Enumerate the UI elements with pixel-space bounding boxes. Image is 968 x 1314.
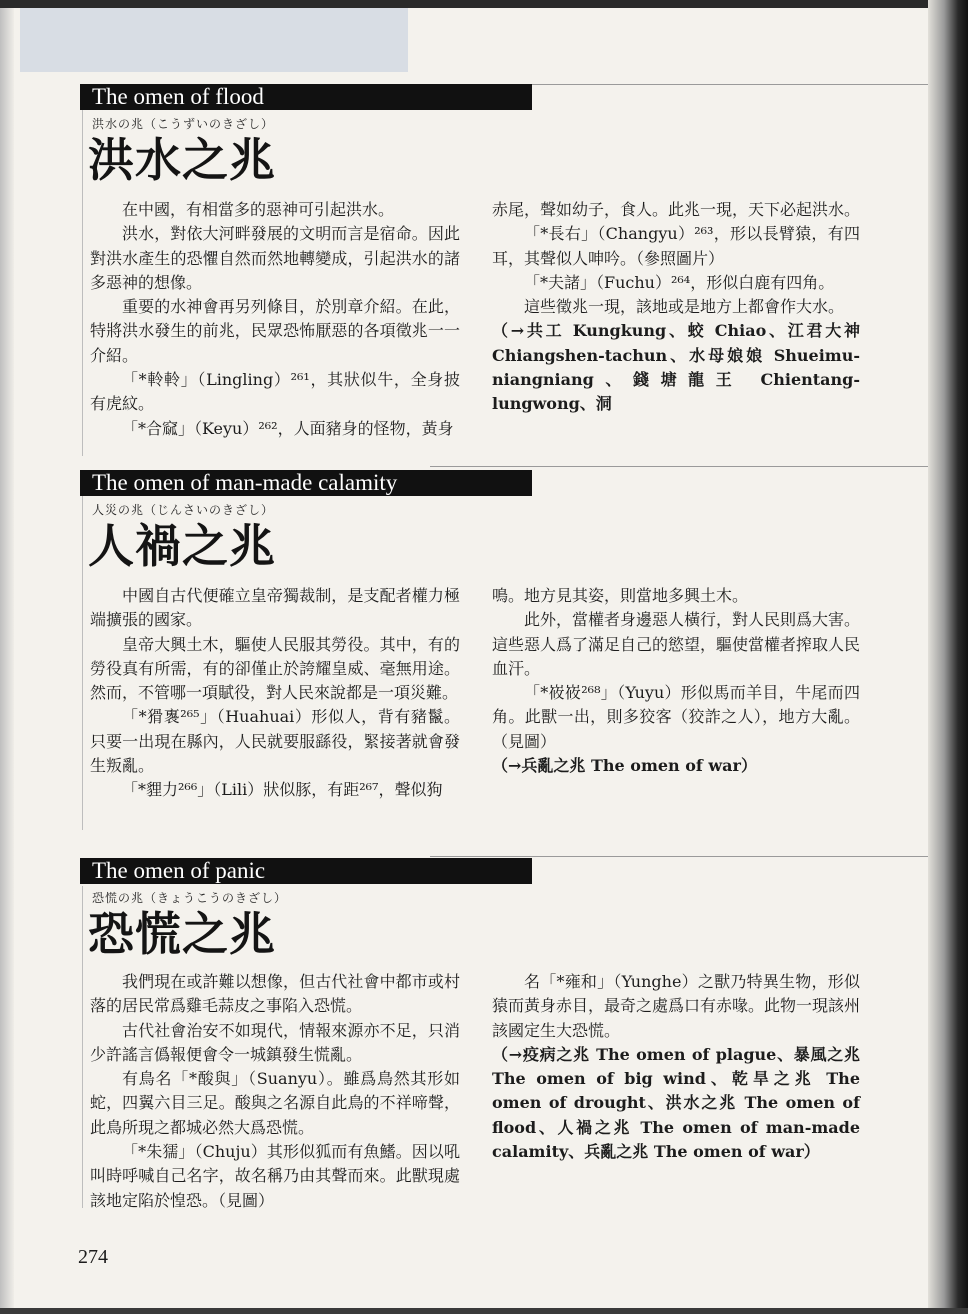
page-edge-shadow — [928, 0, 968, 1314]
section-title: 人禍之兆 — [88, 519, 276, 573]
section-title: 恐慌之兆 — [88, 907, 276, 961]
right-column — [492, 198, 860, 417]
left-column — [90, 970, 460, 1213]
header-rule — [430, 856, 928, 857]
paragraph: 洪水，對依大河畔發展的文明而言是宿命。因此對洪水產生的恐懼自然而然地轉變成，引起洪水的諸多惡神的想像。 — [90, 224, 460, 292]
paragraph: 在中國，有相當多的惡神可引起洪水。 — [122, 200, 395, 219]
paragraph: 「*夫諸」（Fuchu）²⁶⁴，形似白鹿有四角。 — [524, 272, 835, 292]
corner-shading — [20, 8, 408, 72]
paragraph: 赤尾，聲如幼子，食人。此兆一現，天下必起洪水。 — [492, 200, 861, 219]
paragraph: 皇帝大興土木，驅使人民服其勞役。其中，有的勞役真有所需，有的卻僅止於誇耀皇威、毫無用途。然而，不管哪一項賦役，對人民來說都是一項災難。 — [90, 634, 460, 703]
paragraph: 古代社會治安不如現代，情報來源亦不足，只消少許謠言僞報便會令一城鎮發生慌亂。 — [90, 1020, 460, 1064]
cross-reference: （→兵亂之兆 The omen of war） — [492, 756, 757, 776]
japanese-subtitle: 恐慌の兆（きょうこうのきざし） — [92, 891, 288, 905]
scan-bottom-edge — [0, 1308, 968, 1314]
left-column — [90, 584, 460, 803]
scan-top-edge — [0, 0, 968, 8]
paragraph: 「*合窳」（Keyu）²⁶²，人面豬身的怪物，黃身 — [122, 418, 454, 438]
section-title: 洪水之兆 — [88, 133, 276, 187]
paragraph: 有鳥名「*酸與」（Suanyu）。雖爲鳥然其形如蛇，四翼六目三足。酸與之名源自此鳥的不祥啼聲，此鳥所現之都城必然大爲恐慌。 — [90, 1069, 460, 1137]
margin-rule — [82, 496, 83, 830]
cross-reference: （→疫病之兆 The omen of plague、暴風之兆 The omen of big wind、乾旱之兆 The omen of drought、洪水之兆 The omen of flood、人禍之兆 The omen of man-made calamity、兵亂之兆 The omen of war） — [492, 1044, 860, 1162]
paragraph: 此外，當權者身邊惡人橫行，對人民則爲大害。這些惡人爲了滿足自己的慾望，驅使當權者搾取人民血汗。 — [492, 610, 861, 678]
paragraph: 這些徵兆一現，該地或是地方上都會作大水。 — [524, 297, 845, 317]
paragraph: 「*長右」（Changyu）²⁶³，形以長臂猿，有四耳，其聲似人呻吟。（參照圖片） — [492, 224, 860, 268]
paragraph: 鳴。地方見其姿，則當地多興土木。 — [492, 586, 749, 605]
japanese-subtitle: 人災の兆（じんさいのきざし） — [92, 503, 275, 517]
margin-rule — [82, 886, 83, 1208]
paragraph: 「*貍力²⁶⁶」（Lili）狀似豚，有距²⁶⁷，聲似狗 — [122, 780, 443, 800]
page-number: 274 — [78, 1246, 108, 1268]
english-title: The omen of man-made calamity — [92, 470, 398, 495]
cross-reference: （→共工 Kungkung、蛟 Chiao、江君大神 Chiangshen-tachun、水母娘娘 Shueimu-niangniang、錢塘龍王 Chientang-lungwong、洞 — [492, 321, 860, 414]
paragraph: 我們現在或許難以想像，但古代社會中都市或村落的居民常爲雞毛蒜皮之事陷入恐慌。 — [90, 972, 460, 1016]
japanese-subtitle: 洪水の兆（こうずいのきざし） — [92, 117, 275, 131]
english-title: The omen of flood — [92, 84, 264, 109]
binding-shadow — [0, 8, 14, 1314]
paragraph: 「*峳峳²⁶⁸」（Yuyu）形似馬而羊目，牛尾而四角。此獸一出，則多狡客（狡詐之人），地方大亂。（見圖） — [492, 683, 860, 751]
paragraph: 「*軨軨」（Lingling）²⁶¹，其狀似牛，全身披有虎紋。 — [90, 370, 460, 414]
paragraph: 「*猾褢²⁶⁵」（Huahuai）形似人，背有豬鬣。只要一出現在縣內，人民就要服繇役，緊接著就會發生叛亂。 — [90, 707, 460, 776]
paragraph: 名「*雍和」（Yunghe）之獸乃特異生物，形似猿而黃身赤目，最奇之處爲口有赤喙。此物一現該州該國定生大恐慌。 — [492, 972, 861, 1040]
left-column — [90, 198, 460, 441]
right-column — [492, 584, 860, 778]
header-rule — [430, 466, 928, 467]
right-column — [492, 970, 860, 1164]
paragraph: 「*朱獳」（Chuju）其形似狐而有魚鰭。因以吼叫時呼喊自己名字，故名稱乃由其聲而來。此獸現處該地定陷於惶恐。（見圖） — [90, 1142, 460, 1210]
english-title: The omen of panic — [92, 858, 266, 883]
paragraph: 中國自古代便確立皇帝獨裁制，是支配者權力極端擴張的國家。 — [90, 586, 460, 630]
paragraph: 重要的水神會再另列條目，於別章介紹。在此，特將洪水發生的前兆，民眾恐怖厭惡的各項徵兆一一介紹。 — [90, 297, 460, 365]
margin-rule — [82, 110, 83, 456]
